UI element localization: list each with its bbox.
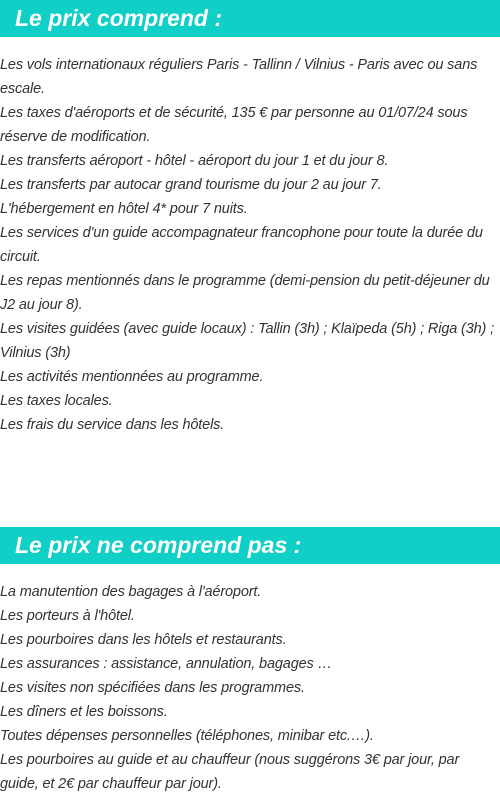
list-item: Les assurances : assistance, annulation, bagages …: [0, 656, 332, 672]
list-item: L'hébergement en hôtel 4* pour 7 nuits.: [0, 201, 248, 217]
price-includes-header: [0, 0, 500, 37]
list-item: Les pourboires au guide et au chauffeur (nous suggérons 3€ par jour, par guide, et 2€ par chauffeur par jour).: [0, 752, 460, 792]
list-item: Les repas mentionnés dans le programme (demi-pension du petit-déjeuner du J2 au jour 8).: [0, 273, 490, 313]
list-item: La manutention des bagages à l'aéroport.: [0, 584, 262, 600]
list-item: Les visites guidées (avec guide locaux) : Tallin (3h) ; Klaïpeda (5h) ; Riga (3h) ; Vilnius (3h): [0, 321, 494, 361]
list-item: Les taxes d'aéroports et de sécurité, 135 € par personne au 01/07/24 sous réserve de modification.: [0, 105, 468, 145]
list-item: Les transferts par autocar grand tourisme du jour 2 au jour 7.: [0, 177, 382, 193]
list-item: Les porteurs à l'hôtel.: [0, 608, 135, 624]
list-item: Les dîners et les boissons.: [0, 704, 168, 720]
price-excludes-title: Le prix ne comprend pas :: [15, 532, 302, 558]
list-item: Les pourboires dans les hôtels et restaurants.: [0, 632, 287, 648]
price-excludes-list: [0, 580, 500, 796]
list-item: Les services d'un guide accompagnateur francophone pour toute la durée du circuit.: [0, 225, 483, 265]
list-item: Les activités mentionnées au programme.: [0, 369, 264, 385]
list-item: Toutes dépenses personnelles (téléphones, minibar etc.…).: [0, 728, 374, 744]
list-item: Les transferts aéroport - hôtel - aéroport du jour 1 et du jour 8.: [0, 153, 389, 169]
list-item: Les vols internationaux réguliers Paris - Tallinn / Vilnius - Paris avec ou sans escale.: [0, 57, 478, 97]
list-item: Les visites non spécifiées dans les programmes.: [0, 680, 305, 696]
list-item: Les taxes locales.: [0, 393, 113, 409]
list-item: Les frais du service dans les hôtels.: [0, 417, 225, 433]
price-includes-list: [0, 53, 500, 437]
price-excludes-header: [0, 527, 500, 564]
price-includes-title: Le prix comprend :: [15, 5, 223, 31]
